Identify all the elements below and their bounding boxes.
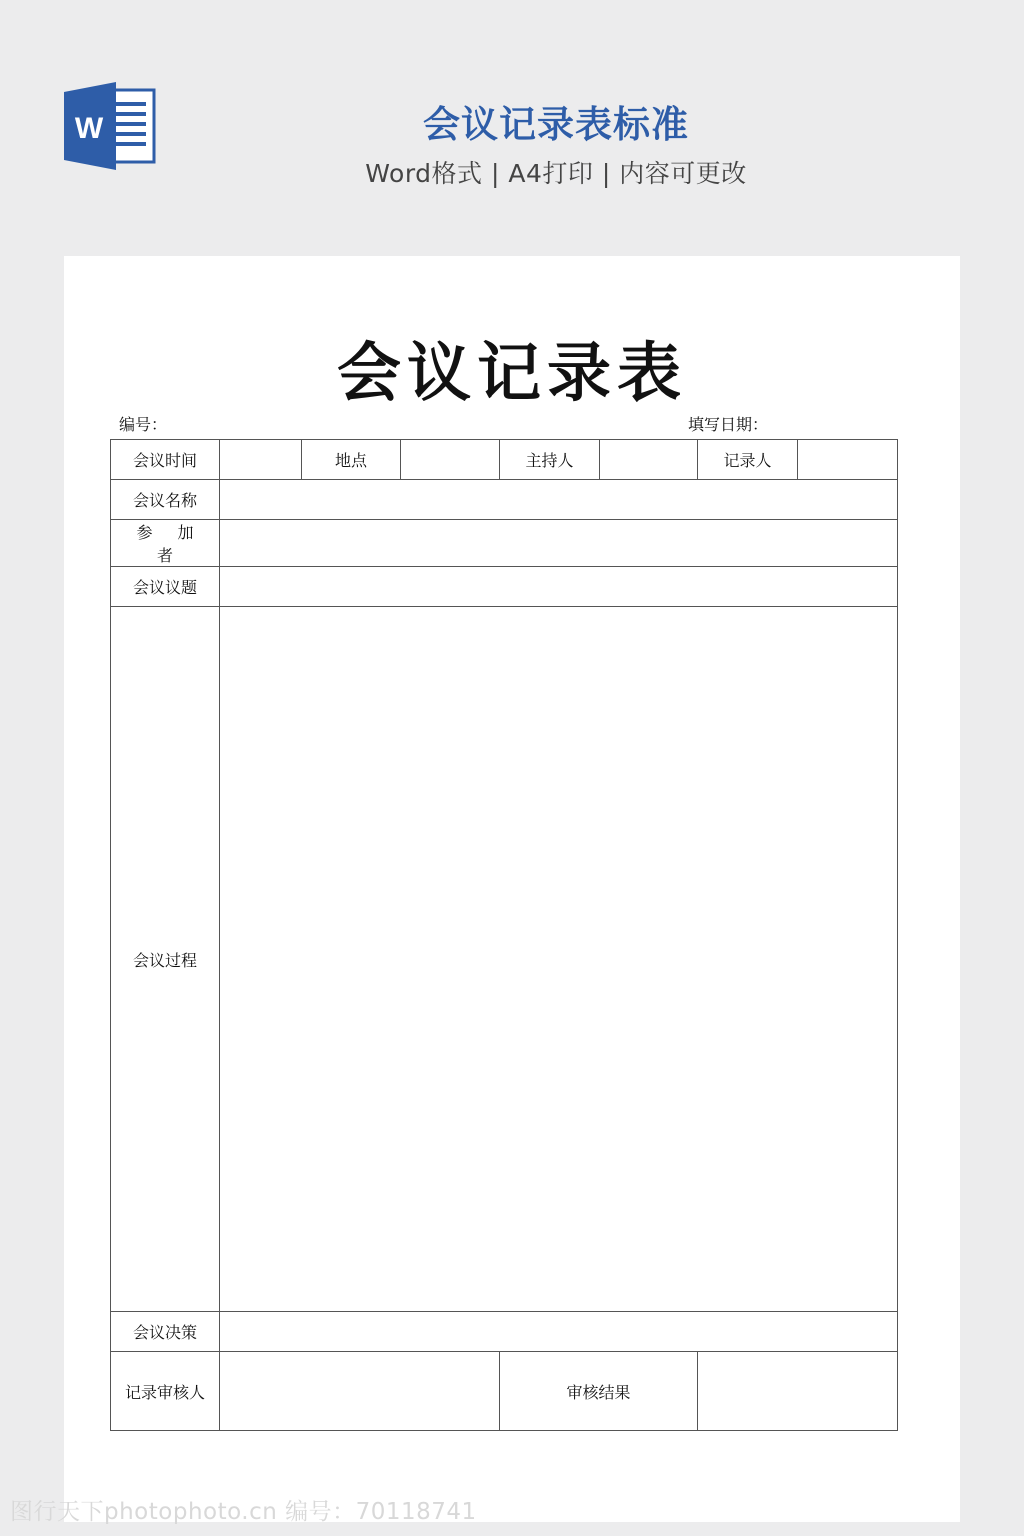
meeting-name-label: 会议名称 bbox=[111, 480, 220, 520]
table-row bbox=[111, 567, 898, 607]
agenda-field[interactable] bbox=[220, 567, 898, 607]
logo-letter: W bbox=[74, 112, 104, 145]
decision-label: 会议决策 bbox=[111, 1312, 220, 1352]
host-field[interactable] bbox=[600, 440, 698, 480]
agenda-label: 会议议题 bbox=[111, 567, 220, 607]
table-row bbox=[111, 1312, 898, 1352]
table-row bbox=[111, 480, 898, 520]
fill-date-label: 填写日期： bbox=[688, 415, 769, 434]
document-title: 会议记录表 bbox=[337, 336, 687, 411]
document-page bbox=[64, 256, 960, 1522]
reviewer-label: 记录审核人 bbox=[111, 1352, 220, 1431]
participants-label: 参 加 者 bbox=[111, 520, 220, 567]
meeting-time-label: 会议时间 bbox=[111, 440, 220, 480]
recorder-label: 记录人 bbox=[698, 440, 798, 480]
word-icon bbox=[64, 82, 156, 170]
recorder-field[interactable] bbox=[798, 440, 898, 480]
process-field[interactable] bbox=[220, 607, 898, 1312]
watermark: 图行天下photophoto.cn 编号：70118741 bbox=[10, 1499, 477, 1525]
host-label: 主持人 bbox=[500, 440, 600, 480]
location-field[interactable] bbox=[401, 440, 500, 480]
review-result-label: 审核结果 bbox=[500, 1352, 698, 1431]
decision-field[interactable] bbox=[220, 1312, 898, 1352]
participants-field[interactable] bbox=[220, 520, 898, 567]
table-row bbox=[111, 520, 898, 567]
header-banner bbox=[0, 0, 1024, 256]
meeting-record-table bbox=[110, 439, 898, 1431]
banner-subtitle: Word格式 | A4打印 | 内容可更改 bbox=[365, 159, 747, 188]
number-label: 编号： bbox=[119, 415, 168, 434]
table-row bbox=[111, 1352, 898, 1431]
table-row bbox=[111, 440, 898, 480]
banner-title: 会议记录表标准 bbox=[423, 103, 689, 146]
review-result-field[interactable] bbox=[698, 1352, 898, 1431]
table-row bbox=[111, 607, 898, 1312]
location-label: 地点 bbox=[302, 440, 401, 480]
reviewer-field[interactable] bbox=[220, 1352, 500, 1431]
process-label: 会议过程 bbox=[111, 607, 220, 1312]
meeting-time-field[interactable] bbox=[220, 440, 302, 480]
meeting-name-field[interactable] bbox=[220, 480, 898, 520]
